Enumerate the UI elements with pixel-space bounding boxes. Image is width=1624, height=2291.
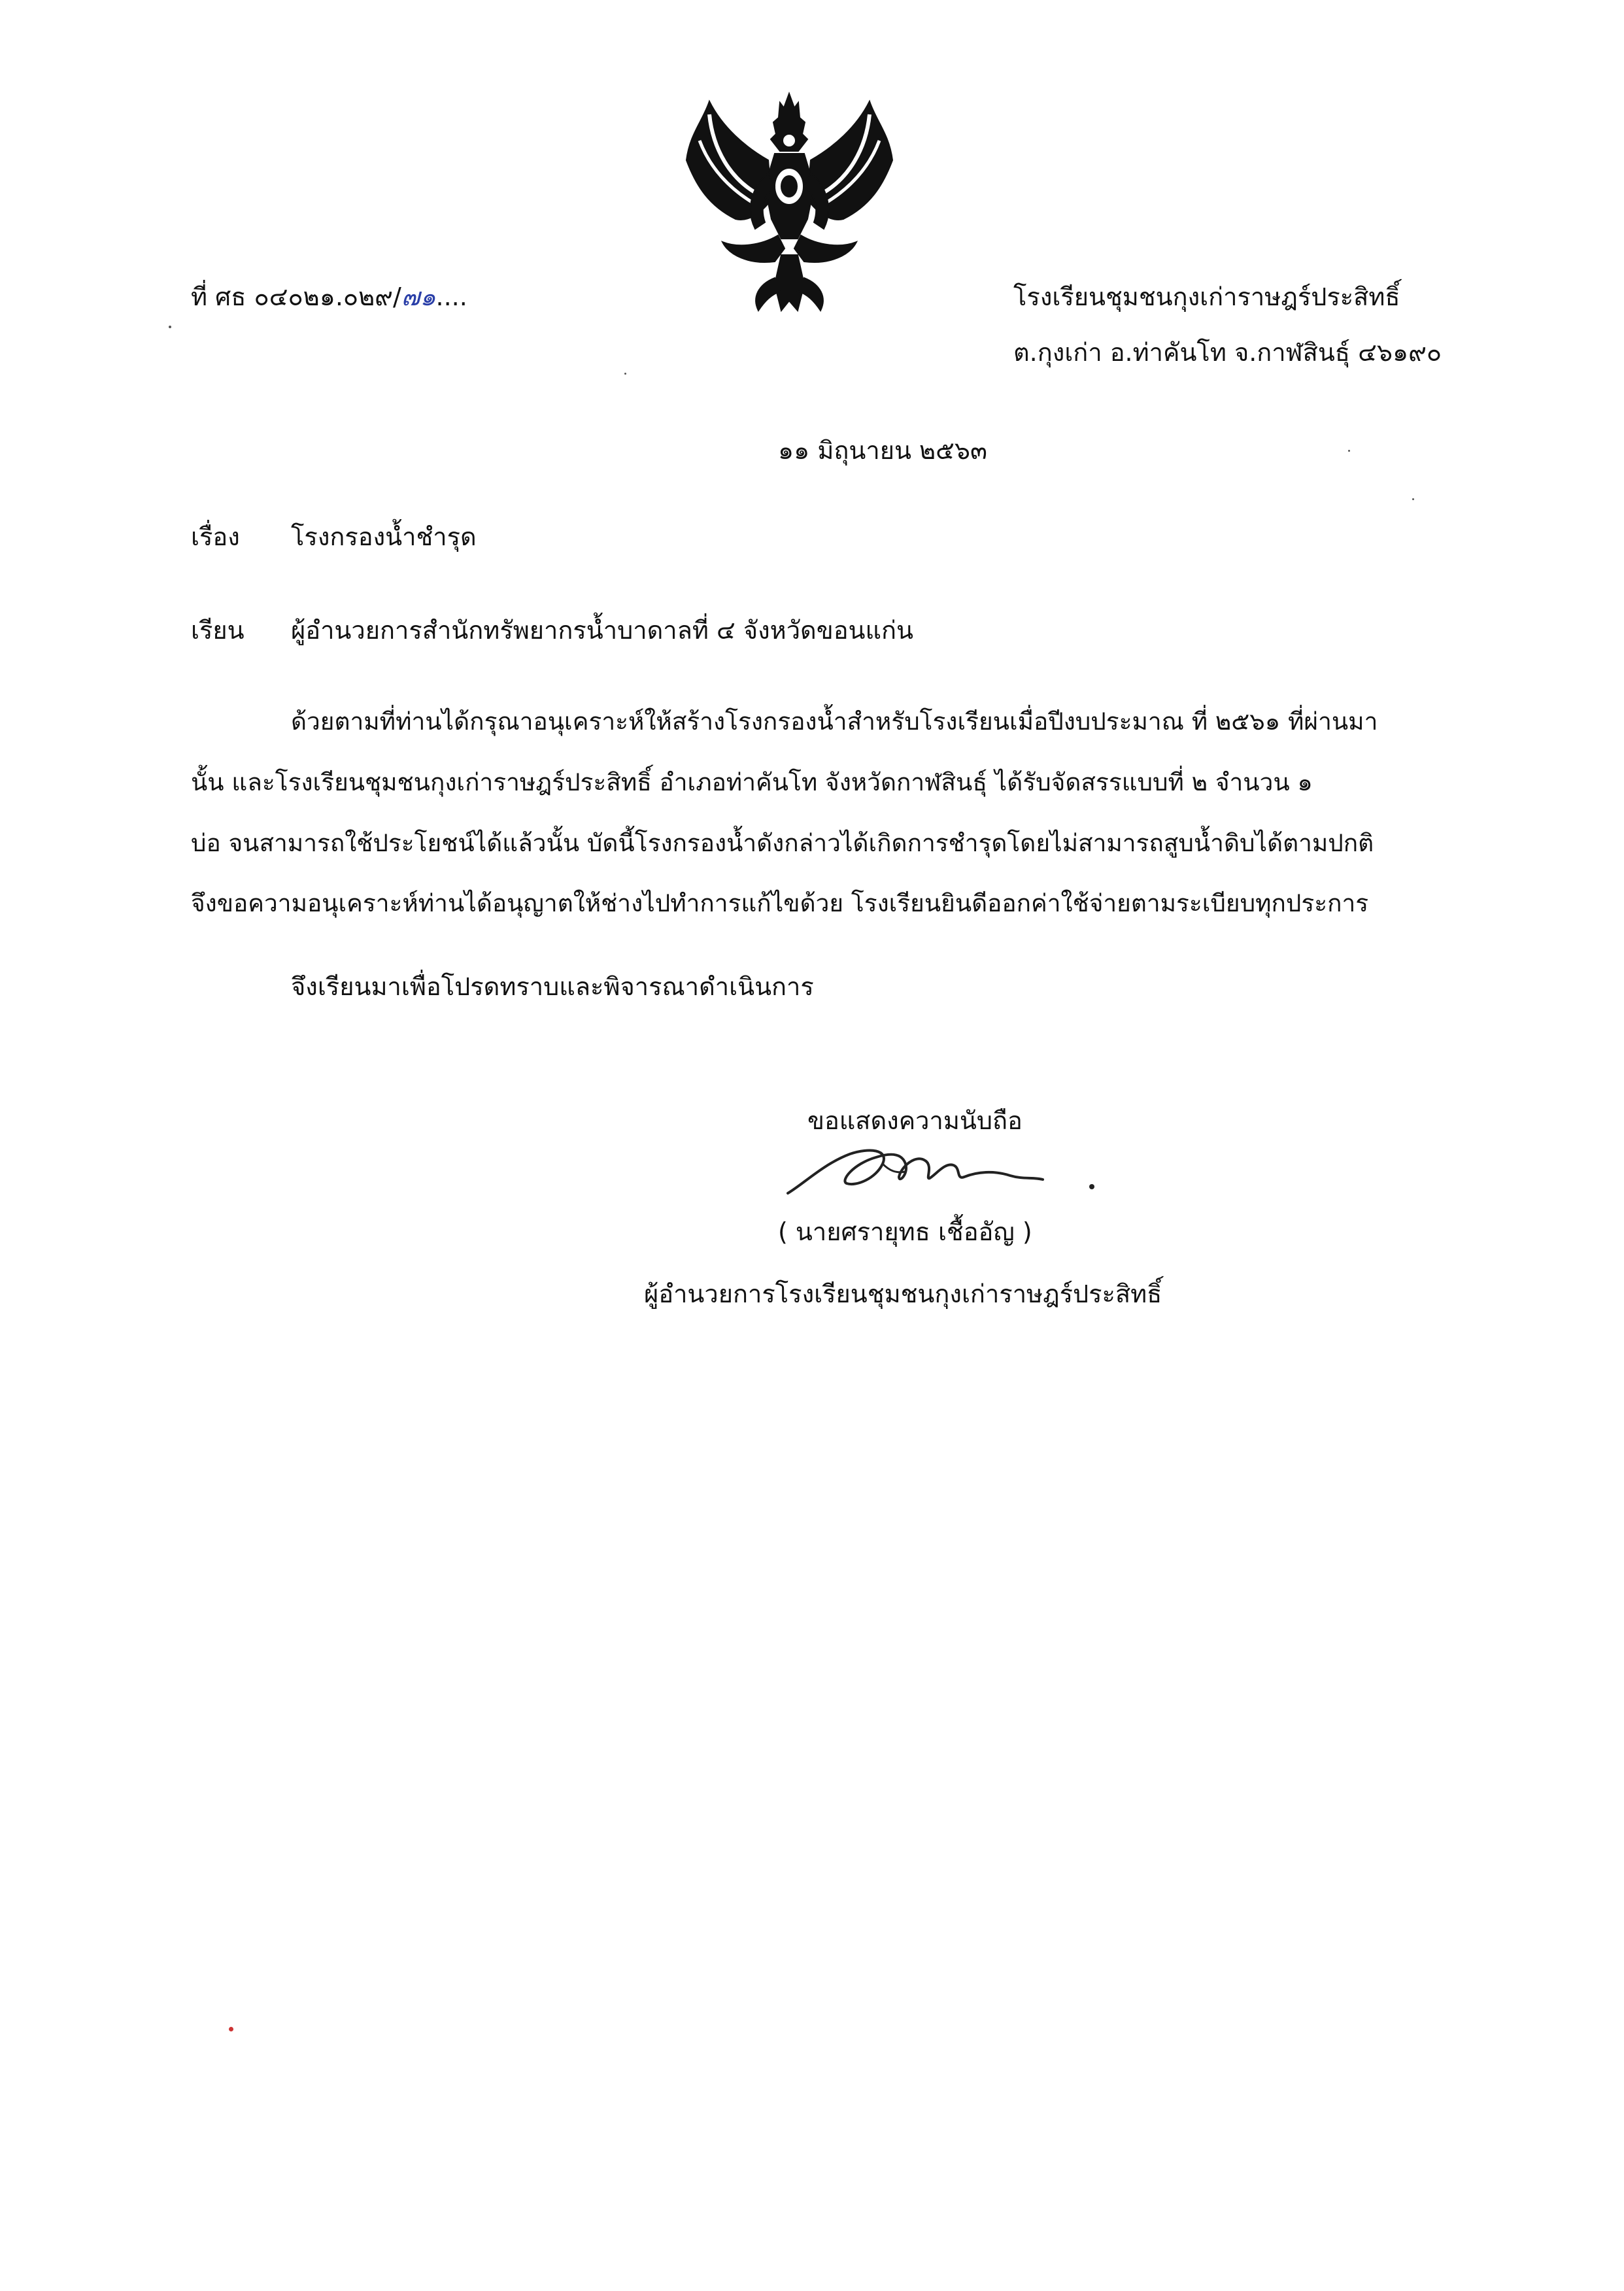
- regards: ขอแสดงความนับถือ: [807, 1106, 1023, 1135]
- subject-label: เรื่อง: [191, 522, 240, 551]
- signer-name: ( นายศรายุทธ เชื้ออัญ ): [778, 1217, 1032, 1246]
- recipient-label: เรียน: [191, 616, 245, 645]
- letter-date: ๑๑ มิถุนายน ๒๕๖๓: [778, 436, 987, 465]
- body-line: จึงขอความอนุเคราะห์ท่านได้อนุญาตให้ช่างไปทำการแก้ไขด้วย โรงเรียนยินดีออกค่าใช้จ่ายตามระเบียบทุกประการ: [191, 889, 1369, 917]
- scan-speck: [1348, 450, 1350, 452]
- document-number-handwritten: ๗๑: [401, 282, 436, 311]
- closing-line: จึงเรียนมาเพื่อโปรดทราบและพิจารณาดำเนินการ: [291, 972, 814, 1001]
- garuda-emblem-icon: [683, 88, 896, 314]
- scan-speck: [624, 373, 626, 375]
- scan-speck: [1412, 498, 1414, 500]
- document-number: [191, 284, 467, 309]
- body-line: ด้วยตามที่ท่านได้กรุณาอนุเคราะห์ให้สร้างโรงกรองน้ำสำหรับโรงเรียนเมื่อปีงบประมาณ ที่ ๒๕๖๑ ที่ผ่านมา: [291, 707, 1378, 736]
- handwritten-signature: [785, 1125, 1111, 1210]
- subject-text: โรงกรองน้ำชำรุด: [291, 522, 477, 551]
- scan-speck: [229, 2027, 233, 2031]
- school-address: ต.กุงเก่า อ.ท่าคันโท จ.กาฬสินธุ์ ๔๖๑๙๐: [1013, 338, 1442, 367]
- scan-speck: [169, 326, 171, 328]
- school-name: โรงเรียนชุมชนกุงเก่าราษฎร์ประสิทธิ์: [1013, 282, 1400, 311]
- document-number-prefix: ที่ ศธ ๐๔๐๒๑.๐๒๙/: [191, 282, 401, 311]
- body-line: บ่อ จนสามารถใช้ประโยชน์ได้แล้วนั้น บัดนี้โรงกรองน้ำดังกล่าวได้เกิดการชำรุดโดยไม่สามารถสูบน้ำดิบได้ตามปกติ: [191, 829, 1374, 857]
- document-number-trailing: ....: [435, 282, 467, 311]
- recipient-text: ผู้อำนวยการสำนักทรัพยากรน้ำบาดาลที่ ๔ จังหวัดขอนแก่น: [291, 616, 913, 645]
- signer-title: ผู้อำนวยการโรงเรียนชุมชนกุงเก่าราษฎร์ประสิทธิ์: [644, 1280, 1162, 1308]
- body-line: นั้น และโรงเรียนชุมชนกุงเก่าราษฎร์ประสิทธิ์ อำเภอท่าคันโท จังหวัดกาฬสินธุ์ ได้รับจัดสรรแบบที่ ๒ จำนวน ๑: [191, 768, 1313, 796]
